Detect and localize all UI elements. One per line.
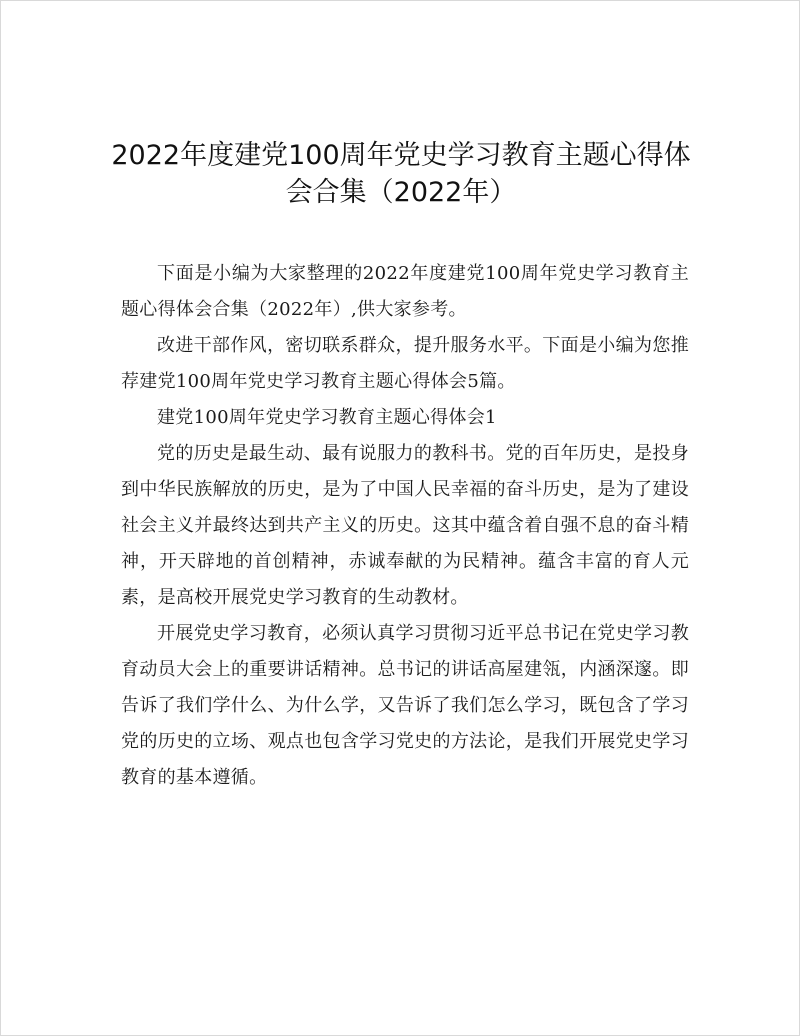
document-title: 2022年度建党100周年党史学习教育主题心得体会合集（2022年） bbox=[111, 140, 691, 208]
paragraph-party-history: 党的历史是最生动、最有说服力的教科书。党的百年历史，是投身到中华民族解放的历史，是为了中国人民幸福的奋斗历史，是为了建设社会主义并最终达到共产主义的历史。这其中蕴含着自强不息的奋斗精神，开天辟地的首创精神，赤诚奉献的为民精神。蕴含丰富的育人元素，是高校开展党史学习教育的生动教材。 bbox=[121, 443, 689, 608]
paragraph-intro: 下面是小编为大家整理的2022年度建党100周年党史学习教育主题心得体会合集（2022年）,供大家参考。 bbox=[121, 263, 689, 320]
section-heading: 建党100周年党史学习教育主题心得体会1 bbox=[157, 407, 497, 428]
paragraph-recommendation: 改进干部作风，密切联系群众，提升服务水平。下面是小编为您推荐建党100周年党史学习教育主题心得体会5篇。 bbox=[121, 335, 689, 392]
document-body bbox=[121, 256, 689, 796]
paragraph-study-education: 开展党史学习教育，必须认真学习贯彻习近平总书记在党史学习教育动员大会上的重要讲话精神。总书记的讲话高屋建瓴，内涵深邃。即告诉了我们学什么、为什么学，又告诉了我们怎么学习，既包含了学习党的历史的立场、观点也包含学习党史的方法论，是我们开展党史学习教育的基本遵循。 bbox=[121, 623, 689, 788]
